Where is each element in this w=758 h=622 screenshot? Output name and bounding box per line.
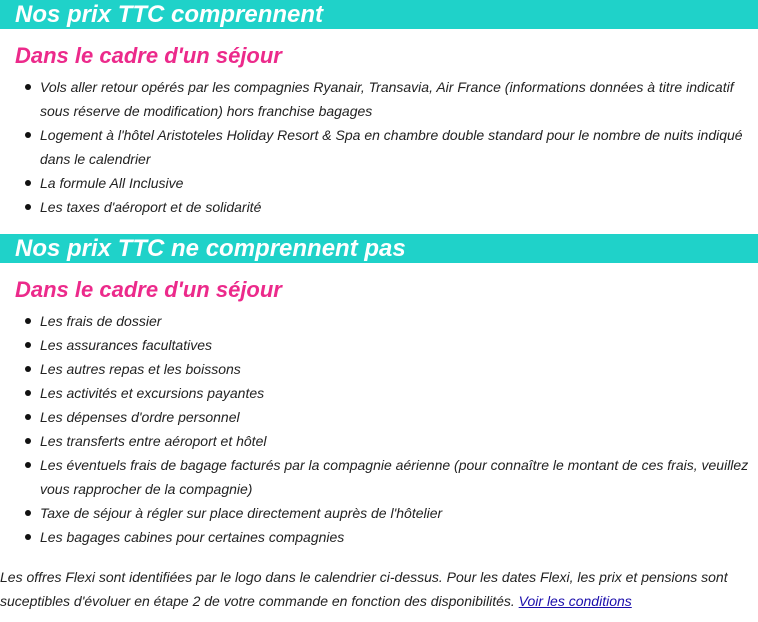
list-item-text: Les activités et excursions payantes [40,385,265,401]
list-item-text: La formule All Inclusive [40,175,184,191]
bullet-icon [25,132,31,138]
flexi-note-text: Les offres Flexi sont identifiées par le logo dans le calendrier ci-dessus. Pour les dates Flexi, les prix et pensions sont suceptibles d'évoluer en étape 2 de votre commande en fonction des disponibilités. [0,569,728,609]
included-section [0,0,758,219]
excluded-section [0,234,758,549]
list-item [40,381,758,405]
included-list [0,75,758,219]
list-item-text: Les dépenses d'ordre personnel [40,409,240,425]
list-item [40,525,758,549]
excluded-banner: Nos prix TTC ne comprennent pas [0,234,758,263]
included-subheading: Dans le cadre d'un séjour [15,43,282,68]
bullet-icon [25,318,31,324]
list-item [40,75,758,123]
list-item-text: Les transferts entre aéroport et hôtel [40,433,267,449]
list-item [40,429,758,453]
conditions-link[interactable]: Voir les conditions [518,593,632,609]
list-item-text: Les bagages cabines pour certaines compagnies [40,529,345,545]
bullet-icon [25,180,31,186]
list-item-text: Taxe de séjour à régler sur place directement auprès de l'hôtelier [40,505,443,521]
bullet-icon [25,366,31,372]
list-item [40,309,758,333]
list-item [40,501,758,525]
list-item-text: Les assurances facultatives [40,337,212,353]
bullet-icon [25,84,31,90]
list-item [40,123,758,171]
list-item-text: Logement à l'hôtel Aristoteles Holiday Resort & Spa en chambre double standard pour le nombre de nuits indiqué dans le calendrier [40,127,743,167]
list-item [40,405,758,429]
list-item [40,453,758,501]
list-item [40,171,758,195]
bullet-icon [25,390,31,396]
flexi-note [0,565,758,613]
list-item [40,195,758,219]
bullet-icon [25,204,31,210]
bullet-icon [25,534,31,540]
bullet-icon [25,462,31,468]
list-item [40,333,758,357]
list-item-text: Les éventuels frais de bagage facturés par la compagnie aérienne (pour connaître le montant de ces frais, veuillez vous rapprocher de la compagnie) [40,457,749,497]
excluded-list [0,309,758,549]
list-item [40,357,758,381]
excluded-subheading: Dans le cadre d'un séjour [15,277,282,302]
list-item-text: Les autres repas et les boissons [40,361,241,377]
bullet-icon [25,342,31,348]
included-banner: Nos prix TTC comprennent [0,0,758,29]
bullet-icon [25,438,31,444]
bullet-icon [25,414,31,420]
bullet-icon [25,510,31,516]
list-item-text: Les frais de dossier [40,313,162,329]
list-item-text: Vols aller retour opérés par les compagnies Ryanair, Transavia, Air France (informations données à titre indicatif sous réserve de modification) hors franchise bagages [40,79,734,119]
list-item-text: Les taxes d'aéroport et de solidarité [40,199,262,215]
